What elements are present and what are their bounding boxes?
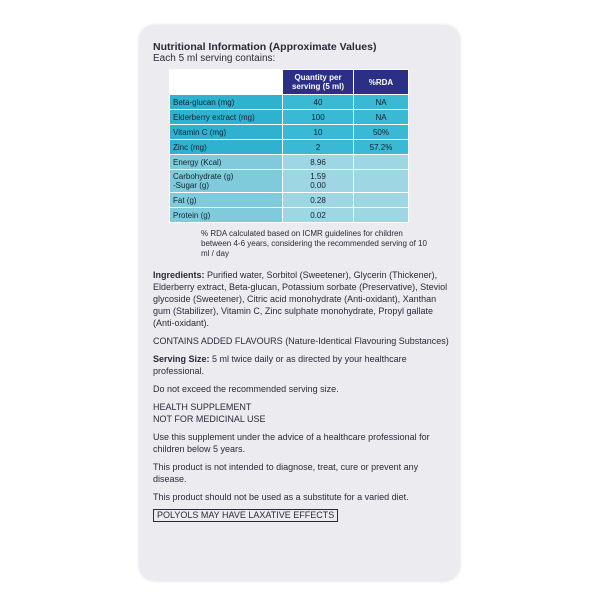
row-value: 0.28: [283, 193, 354, 208]
row-value: 2: [283, 140, 354, 155]
table-row: [170, 125, 409, 140]
sugar-value: 0.00: [310, 181, 326, 190]
ingredients-label: Ingredients:: [153, 270, 205, 280]
header-blank: [170, 70, 283, 95]
row-name: Protein (g): [170, 208, 283, 223]
carbohydrate-value: 1.59: [310, 172, 326, 181]
row-rda: [354, 193, 409, 208]
nutrition-title: Nutritional Information (Approximate Values): [153, 41, 377, 53]
sugar-label: -Sugar (g): [173, 181, 210, 190]
nutrition-subtitle: Each 5 ml serving contains:: [153, 53, 276, 64]
rda-note: % RDA calculated based on ICMR guidelines for children between 4-6 years, considering the recommended serving of 10 ml / day: [201, 229, 427, 258]
carbohydrate-label: Carbohydrate (g): [173, 172, 234, 181]
row-value: 10: [283, 125, 354, 140]
row-value: [283, 170, 354, 193]
label-card: [139, 25, 460, 581]
row-rda: [354, 170, 409, 193]
table-row: [170, 155, 409, 170]
not-intended-note: This product is not intended to diagnose, treat, cure or prevent any disease.: [153, 462, 419, 484]
row-value: 100: [283, 110, 354, 125]
row-name: Zinc (mg): [170, 140, 283, 155]
added-flavours-note: CONTAINS ADDED FLAVOURS (Nature-Identical Flavouring Substances): [153, 336, 449, 346]
row-name: Fat (g): [170, 193, 283, 208]
row-name: Vitamin C (mg): [170, 125, 283, 140]
no-exceed-note: Do not exceed the recommended serving size.: [153, 384, 339, 394]
polyols-warning: POLYOLS MAY HAVE LAXATIVE EFFECTS: [153, 509, 338, 522]
table-row: [170, 140, 409, 155]
row-rda: NA: [354, 110, 409, 125]
row-name: Beta-glucan (mg): [170, 95, 283, 110]
row-value: 0.02: [283, 208, 354, 223]
serving-size-text: 5 ml twice daily or as directed by your healthcare professional.: [153, 354, 407, 376]
row-name: Elderberry extract (mg): [170, 110, 283, 125]
table-row: [170, 110, 409, 125]
row-rda: 50%: [354, 125, 409, 140]
row-name: Energy (Kcal): [170, 155, 283, 170]
nutrition-table: [169, 69, 409, 223]
row-value: 8.96: [283, 155, 354, 170]
header-rda: %RDA: [354, 70, 409, 95]
advice-note: Use this supplement under the advice of a healthcare professional for children below 5 years.: [153, 432, 430, 454]
health-supplement-text: HEALTH SUPPLEMENT: [153, 402, 252, 412]
supplement-status: [153, 401, 453, 425]
header-quantity: Quantity per serving (5 ml): [283, 70, 354, 95]
row-rda: NA: [354, 95, 409, 110]
row-rda: [354, 208, 409, 223]
table-row: [170, 95, 409, 110]
nutrition-table-header: [170, 70, 409, 95]
row-value: 40: [283, 95, 354, 110]
row-name: [170, 170, 283, 193]
ingredients-paragraph: [153, 269, 453, 329]
serving-size-label: Serving Size:: [153, 354, 210, 364]
label-content: [153, 41, 453, 523]
ingredients-text: Purified water, Sorbitol (Sweetener), Glycerin (Thickener), Elderberry extract, Beta-glucan, Potassium sorbate (Preservative), Steviol glycoside (Sweetener), Citric acid monohydrate (Anti-oxidant), Xanthan gum (Stabilizer), Vitamin C, Zinc sulphate monohydrate, Propyl gallate (Anti-oxidant).: [153, 270, 448, 328]
table-row: [170, 170, 409, 193]
serving-size-paragraph: [153, 353, 453, 377]
not-medicinal-text: NOT FOR MEDICINAL USE: [153, 414, 266, 424]
table-row: [170, 208, 409, 223]
row-rda: 57.2%: [354, 140, 409, 155]
row-rda: [354, 155, 409, 170]
not-substitute-note: This product should not be used as a substitute for a varied diet.: [153, 492, 409, 502]
table-row: [170, 193, 409, 208]
